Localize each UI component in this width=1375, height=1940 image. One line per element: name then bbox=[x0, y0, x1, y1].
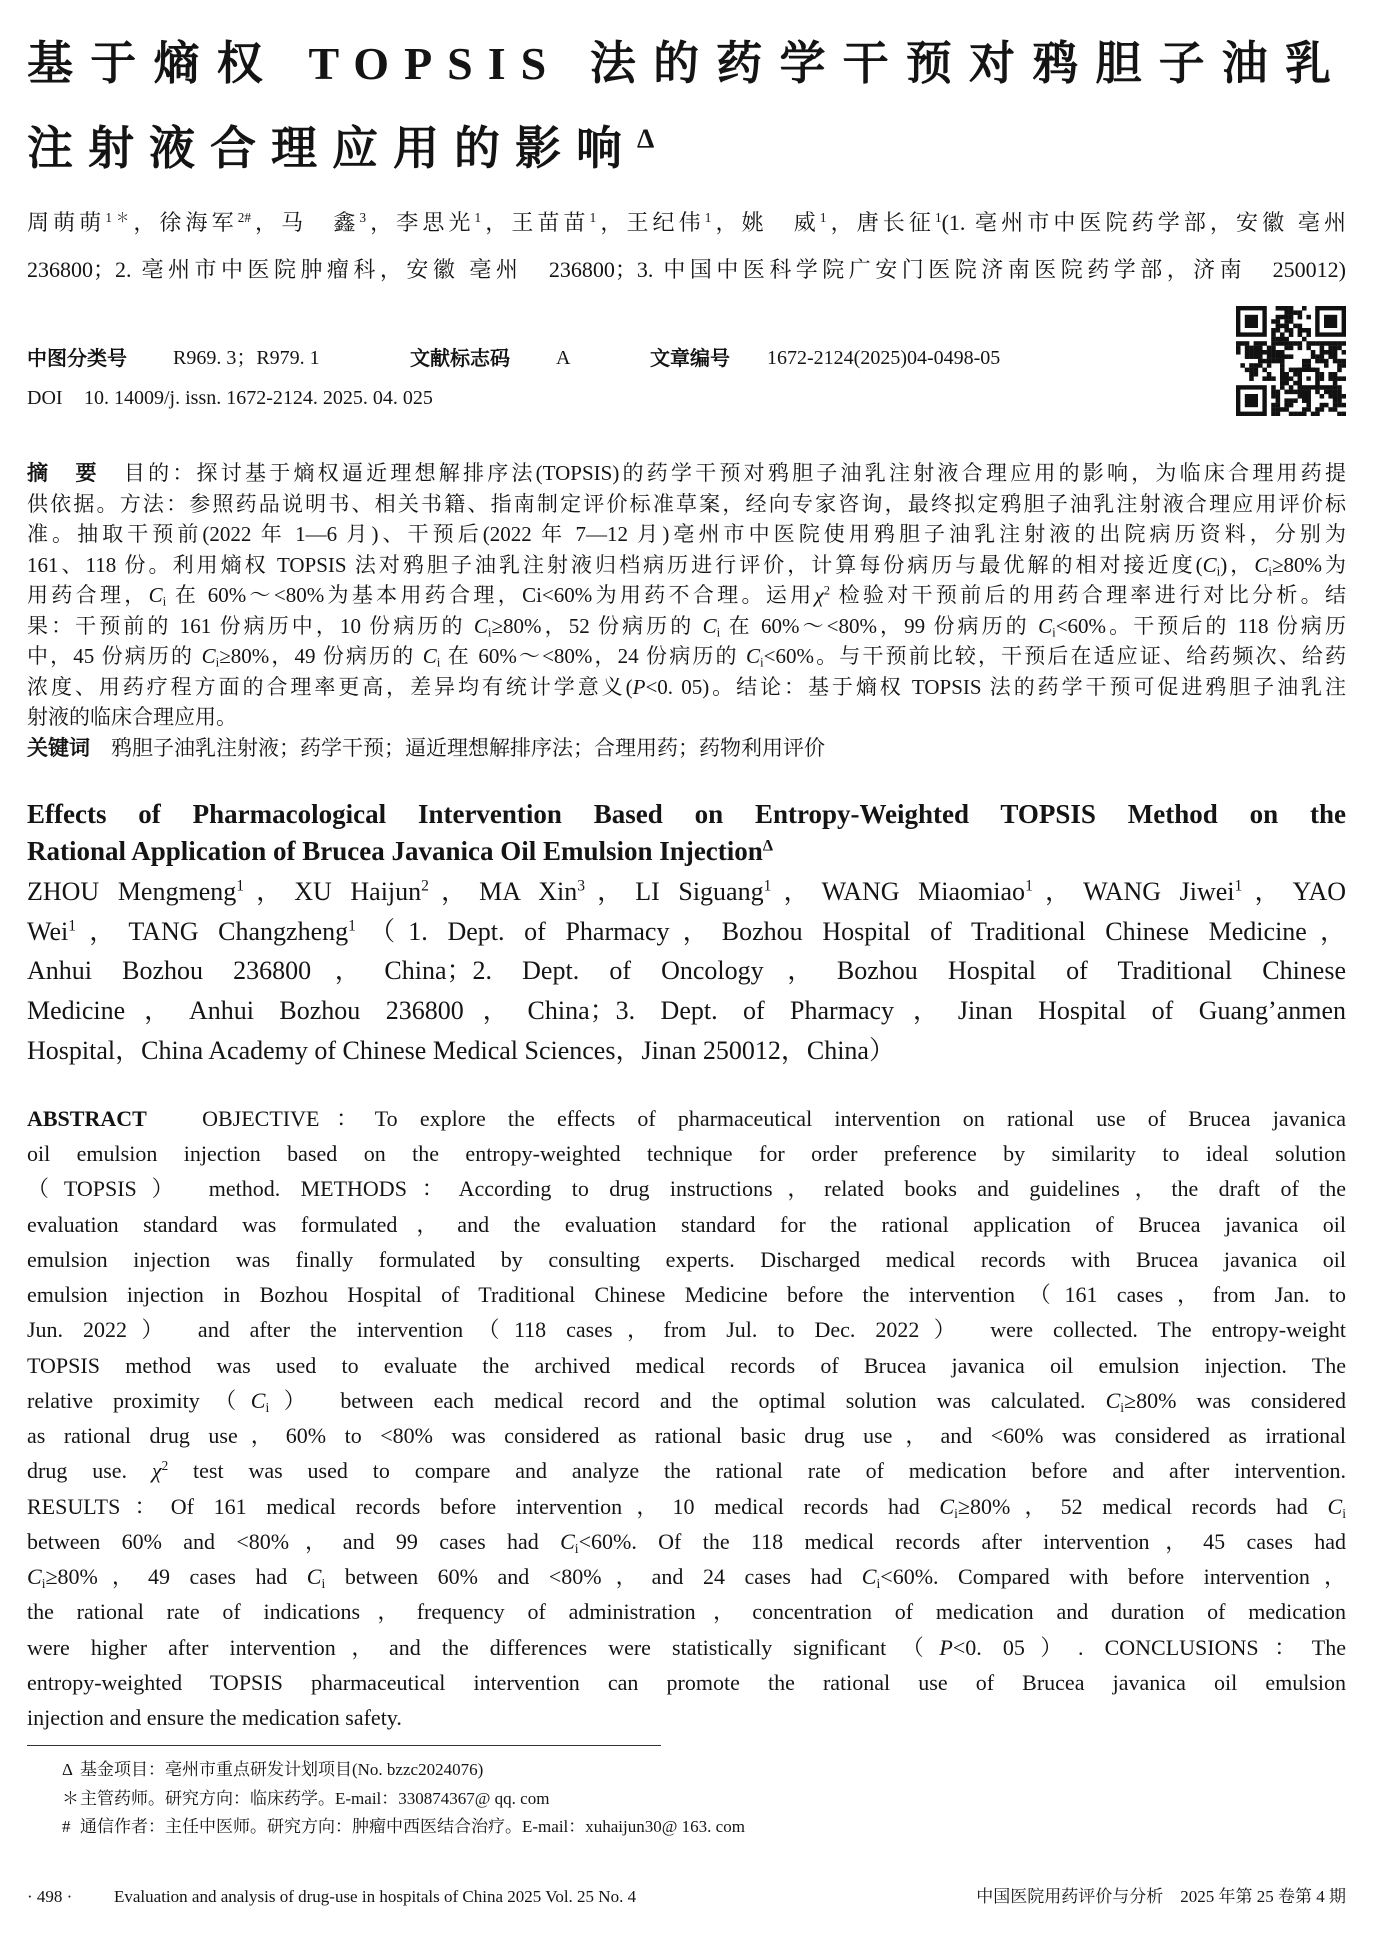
text-run: ≥80% was considered bbox=[1124, 1387, 1346, 1413]
superscript: 1 bbox=[236, 877, 245, 895]
text-line bbox=[27, 1489, 1346, 1524]
text-run: emulsion injection in Bozhou Hospital of Traditional Chinese Medicine before the intervention（161 cases，from Jan. to bbox=[27, 1282, 1346, 1308]
italic-symbol: C bbox=[306, 1564, 322, 1590]
text-run: relative proximity（ bbox=[27, 1387, 251, 1413]
text-run: 基于熵权 TOPSIS 法的药学干预对鸦胆子油乳 bbox=[27, 38, 1346, 89]
page-footer bbox=[27, 1885, 1346, 1909]
text-run: ，LI Siguang bbox=[585, 877, 764, 906]
text-line bbox=[27, 872, 1346, 912]
text-run: （TOPSIS） method. METHODS：According to drug instructions，related books and guidelines，the draft of the bbox=[27, 1176, 1346, 1202]
text-line bbox=[27, 550, 1346, 581]
text-line bbox=[27, 1171, 1346, 1206]
text-run: OBJECTIVE：To explore the effects of pharmaceutical intervention on rational use of Brucea javanica bbox=[146, 1106, 1346, 1131]
text-line bbox=[27, 672, 1346, 703]
superscript: 1 bbox=[934, 210, 942, 226]
text-run: TOPSIS method was used to evaluate the archived medical records of Brucea javanica oil emulsion injection. The bbox=[27, 1352, 1346, 1378]
subscript: i bbox=[1216, 563, 1221, 579]
text-run: Rational Application of Brucea Javanica Oil Emulsion Injection bbox=[27, 836, 763, 866]
text-line bbox=[27, 1383, 1346, 1418]
text-run: (1. 亳州市中医院药学部，安徽 亳州 bbox=[941, 210, 1346, 235]
subscript: i bbox=[1342, 1505, 1346, 1521]
text-line bbox=[27, 106, 1346, 191]
superscript: 1 bbox=[474, 210, 482, 226]
text-run: 目的：探讨基于熵权逼近理想解排序法(TOPSIS)的药学干预对鸦胆子油乳注射液合理应用的影响，为临床合理用药提 bbox=[99, 461, 1346, 485]
text-run: the rational rate of indications，frequency of administration，concentration of medication and duration of medication bbox=[27, 1599, 1346, 1625]
text-line bbox=[27, 833, 1346, 870]
italic-symbol: C bbox=[422, 644, 437, 668]
text-line bbox=[27, 1348, 1346, 1383]
text-run: ，WANG Miaomiao bbox=[771, 877, 1026, 906]
text-run: 供依据。方法：参照药品说明书、相关书籍、指南制定评价标准草案，经向专家咨询，最终拟定鸦胆子油乳注射液合理应用评价标 bbox=[27, 491, 1346, 516]
text-run: Effects of Pharmacological Intervention Based on Entropy-Weighted TOPSIS Method on the bbox=[27, 799, 1346, 829]
text-line bbox=[27, 641, 1346, 672]
bold-label: 关键词 bbox=[27, 736, 90, 760]
superscript: 1 bbox=[348, 917, 356, 935]
text-run: ≥80%，49 份病历的 bbox=[219, 644, 423, 668]
subscript: i bbox=[1120, 1399, 1125, 1415]
footnote-corresponding-author bbox=[62, 1813, 1262, 1842]
text-run: ，XU Haijun bbox=[244, 877, 422, 906]
italic-symbol: C bbox=[1202, 552, 1217, 577]
article-no-label: 文章编号 bbox=[650, 346, 730, 370]
text-run: ，姚 威 bbox=[711, 210, 820, 235]
italic-symbol: C bbox=[1327, 1493, 1343, 1519]
text-run: evaluation standard was formulated，and the evaluation standard for the rational application of Brucea javanica oil bbox=[27, 1211, 1346, 1237]
footnote-text: 主管药师。研究方向：临床药学。E-mail：330874367@ qq. com bbox=[80, 1788, 550, 1808]
text-run: 中，45 份病历的 bbox=[27, 644, 202, 668]
text-line bbox=[27, 733, 1346, 764]
journal-citation-zh: 中国医院用药评价与分析 2025 年第 25 卷第 4 期 bbox=[976, 1887, 1346, 1906]
abstract-zh bbox=[27, 458, 1346, 733]
superscript: 1 bbox=[589, 210, 597, 226]
authors-affiliations-zh bbox=[27, 199, 1346, 293]
classification-row bbox=[27, 338, 1207, 378]
text-run: injection and ensure the medication safety. bbox=[27, 1704, 402, 1730]
text-run: 准。抽取干预前(2022 年 1—6 月)、干预后(2022 年 7—12 月)亳州市中医院使用鸦胆子油乳注射液的出院病历资料，分别为 bbox=[27, 522, 1346, 546]
text-run: <60%. Of the 118 medical records after intervention，45 cases had bbox=[578, 1528, 1346, 1554]
subscript: i bbox=[41, 1575, 46, 1591]
text-line bbox=[27, 611, 1346, 642]
superscript: 1 bbox=[1234, 877, 1243, 895]
text-line bbox=[27, 1136, 1346, 1171]
subscript: i bbox=[876, 1575, 881, 1591]
superscript: 2 bbox=[421, 877, 429, 895]
subscript: i bbox=[487, 624, 492, 640]
text-run: <60%. Compared with before intervention， bbox=[880, 1564, 1346, 1590]
footnote-fund bbox=[62, 1756, 1262, 1785]
bold-label: 摘 要 bbox=[27, 461, 100, 485]
footnote-mark: Δ bbox=[62, 1760, 73, 1779]
text-line bbox=[27, 951, 1346, 991]
superscript: 1 bbox=[68, 917, 77, 935]
keywords-zh bbox=[27, 733, 1346, 764]
text-run: Hospital，China Academy of Chinese Medical Sciences，Jinan 250012，China） bbox=[27, 1035, 895, 1065]
clc-value: R969. 3；R979. 1 bbox=[173, 347, 320, 369]
text-line bbox=[27, 1101, 1346, 1136]
text-run: 浓度、用药疗程方面的合理率更高，差异均有统计学意义( bbox=[27, 674, 633, 699]
text-line bbox=[27, 1242, 1346, 1277]
doi-label: DOI bbox=[27, 387, 63, 409]
superscript: 1 bbox=[1025, 877, 1033, 895]
superscript: 1 bbox=[819, 210, 827, 226]
text-run: emulsion injection was finally formulated by consulting experts. Discharged medical records with Brucea javanica oil bbox=[27, 1246, 1346, 1272]
footnote-mark: ＊ bbox=[62, 1788, 79, 1808]
italic-symbol: C bbox=[250, 1387, 266, 1413]
text-run: ，WANG Jiwei bbox=[1032, 877, 1235, 906]
journal-citation-en: Evaluation and analysis of drug-use in hospitals of China 2025 Vol. 25 No. 4 bbox=[114, 1887, 637, 1906]
abstract-en bbox=[27, 1101, 1346, 1735]
footnote-first-author bbox=[62, 1785, 1262, 1814]
subscript: i bbox=[574, 1540, 579, 1556]
italic-symbol: C bbox=[745, 644, 760, 668]
text-line bbox=[27, 1665, 1346, 1700]
text-line bbox=[27, 912, 1346, 952]
subscript: i bbox=[716, 624, 721, 640]
article-title-en bbox=[27, 796, 1346, 870]
subscript: i bbox=[954, 1505, 958, 1521]
text-run: between 60% and <80%，and 24 cases had bbox=[325, 1564, 862, 1590]
italic-symbol: C bbox=[27, 1564, 42, 1590]
superscript: 2# bbox=[237, 210, 251, 226]
superscript: 3 bbox=[577, 877, 586, 895]
text-run: 在 60%～<80%，99 份病历的 bbox=[720, 613, 1039, 638]
italic-symbol: C bbox=[560, 1528, 575, 1554]
text-run: <60%。与干预前比较，干预后在适应证、给药频次、给药 bbox=[763, 644, 1346, 668]
authors-affiliations-en bbox=[27, 872, 1346, 1071]
text-run: 果：干预前的 161 份病历中，10 份病历的 bbox=[27, 613, 474, 638]
italic-symbol: χ bbox=[151, 1458, 162, 1484]
text-run: drug use. bbox=[27, 1458, 152, 1484]
italic-symbol: C bbox=[1254, 552, 1269, 577]
subscript: i bbox=[321, 1575, 326, 1591]
footnote-text: 通信作者：主任中医师。研究方向：肿瘤中西医结合治疗。E-mail：xuhaijun30@ 163. com bbox=[80, 1817, 745, 1836]
text-run: Jun. 2022） and after the intervention（118 cases，from Jul. to Dec. 2022） were collected. The entropy-weight bbox=[27, 1317, 1346, 1343]
text-run: ZHOU Mengmeng bbox=[27, 877, 237, 906]
italic-symbol: χ bbox=[814, 583, 824, 607]
text-line bbox=[27, 1559, 1346, 1594]
text-run: Anhui Bozhou 236800，China；2. Dept. of Oncology，Bozhou Hospital of Traditional Chinese bbox=[27, 956, 1346, 986]
text-run: between 60% and <80%，and 99 cases had bbox=[27, 1528, 561, 1554]
text-run: 注射液合理应用的影响 bbox=[27, 123, 637, 174]
superscript: 1＊ bbox=[105, 210, 134, 226]
text-run: ≥80%为 bbox=[1271, 552, 1346, 577]
text-line bbox=[27, 580, 1346, 611]
text-run: 射液的临床合理应用。 bbox=[27, 705, 237, 729]
text-line bbox=[27, 1207, 1346, 1242]
superscript: Δ bbox=[762, 836, 773, 855]
text-line bbox=[27, 1312, 1346, 1347]
doi-value: 10. 14009/j. issn. 1672-2124. 2025. 04. 025 bbox=[84, 387, 433, 409]
italic-symbol: C bbox=[1105, 1387, 1121, 1413]
text-line bbox=[27, 1700, 1346, 1735]
italic-symbol: C bbox=[939, 1493, 955, 1519]
text-run: ，MA Xin bbox=[428, 877, 578, 906]
subscript: i bbox=[215, 654, 220, 670]
text-line bbox=[27, 489, 1346, 520]
text-run: ） between each medical record and the optimal solution was calculated. bbox=[269, 1387, 1106, 1413]
italic-symbol: C bbox=[201, 644, 216, 668]
text-line bbox=[27, 519, 1346, 550]
text-run: )， bbox=[1220, 552, 1255, 577]
text-run: ≥80%，52 medical records had bbox=[957, 1493, 1328, 1519]
superscript: 3 bbox=[359, 210, 367, 226]
text-run: <60%。干预后的 118 份病历 bbox=[1055, 613, 1346, 638]
text-run: <0. 05)。结论：基于熵权 TOPSIS 法的药学干预可促进鸦胆子油乳注 bbox=[645, 674, 1346, 699]
doi-row bbox=[27, 378, 927, 418]
footnote-mark: # bbox=[62, 1817, 71, 1836]
text-line bbox=[27, 1630, 1346, 1665]
text-run: 用药合理， bbox=[27, 583, 149, 607]
text-run: （1. Dept. of Pharmacy，Bozhou Hospital of Traditional Chinese Medicine， bbox=[355, 916, 1347, 946]
text-line bbox=[27, 1594, 1346, 1629]
page-number: · 498 · bbox=[27, 1887, 73, 1906]
text-line bbox=[27, 1524, 1346, 1559]
text-run: entropy-weighted TOPSIS pharmaceutical intervention can promote the rational use of Brucea javanica oil emulsion bbox=[27, 1669, 1346, 1695]
text-run: Medicine，Anhui Bozhou 236800，China；3. Dept. of Pharmacy，Jinan Hospital of Guang’anmen bbox=[27, 996, 1346, 1026]
text-run: oil emulsion injection based on the entropy-weighted technique for order preference by similarity to ideal solution bbox=[27, 1141, 1346, 1167]
text-run: 在 60%～<80%为基本用药合理，Ci<60%为用药不合理。运用 bbox=[166, 583, 815, 607]
doc-code-value: A bbox=[556, 347, 571, 369]
italic-symbol: C bbox=[148, 583, 163, 607]
italic-symbol: C bbox=[473, 613, 488, 638]
italic-symbol: C bbox=[1038, 613, 1053, 638]
text-run: ，王纪伟 bbox=[596, 210, 705, 235]
text-line bbox=[27, 1277, 1346, 1312]
footnote-text: 基金项目：亳州市重点研发计划项目(No. bzzc2024076) bbox=[80, 1760, 484, 1779]
doc-code-label: 文献标志码 bbox=[410, 346, 510, 370]
text-line bbox=[27, 458, 1346, 489]
text-line bbox=[27, 199, 1346, 246]
text-run: RESULTS：Of 161 medical records before intervention，10 medical records had bbox=[27, 1493, 940, 1519]
text-run: ，李思光 bbox=[366, 210, 475, 235]
text-run: 236800；2. 亳州市中医院肿瘤科，安徽 亳州 236800；3. 中国中医科学院广安门医院济南医院药学部，济南 250012) bbox=[27, 257, 1346, 282]
text-line bbox=[27, 1031, 1346, 1071]
text-run: ，YAO bbox=[1242, 877, 1346, 906]
italic-symbol: C bbox=[861, 1564, 877, 1590]
subscript: i bbox=[1052, 624, 1056, 640]
text-line bbox=[27, 702, 1346, 733]
text-run: test was used to compare and analyze the rational rate of medication before and after intervention. bbox=[168, 1458, 1346, 1484]
superscript: 2 bbox=[823, 583, 831, 598]
subscript: i bbox=[162, 593, 167, 609]
italic-symbol: P bbox=[632, 674, 646, 699]
text-run: 鸦胆子油乳注射液；药学干预；逼近理想解排序法；合理用药；药物利用评价 bbox=[90, 736, 825, 760]
clc-label: 中图分类号 bbox=[27, 346, 127, 370]
text-run: ≥80%，52 份病历的 bbox=[491, 613, 703, 638]
subscript: i bbox=[759, 654, 764, 670]
text-run: 检验对干预前后的用药合理率进行对比分析。结 bbox=[830, 583, 1347, 607]
subscript: i bbox=[1268, 563, 1272, 579]
text-run: 161、118 份。利用熵权 TOPSIS 法对鸦胆子油乳注射液归档病历进行评价，计算每份病历与最优解的相对接近度( bbox=[27, 552, 1203, 577]
text-run: ，王苗苗 bbox=[481, 210, 590, 235]
text-run: ≥80%，49 cases had bbox=[45, 1564, 307, 1590]
qr-code bbox=[1236, 306, 1346, 416]
bold-label: ABSTRACT bbox=[27, 1106, 147, 1131]
text-run: as rational drug use，60% to <80% was considered as rational basic drug use，and <60% was considered as irrational bbox=[27, 1423, 1346, 1449]
text-line bbox=[27, 796, 1346, 833]
italic-symbol: C bbox=[702, 613, 717, 638]
superscript: 1 bbox=[704, 210, 712, 226]
text-run: were higher after intervention，and the differences were statistically significant（ bbox=[27, 1634, 940, 1660]
text-line bbox=[27, 21, 1346, 106]
text-run: ，TANG Changzheng bbox=[76, 916, 349, 946]
text-run: 周萌萌 bbox=[27, 210, 106, 235]
text-line bbox=[27, 246, 1346, 293]
text-run: <0. 05）. CONCLUSIONS：The bbox=[952, 1634, 1346, 1660]
text-line bbox=[27, 1453, 1346, 1488]
text-line bbox=[27, 1418, 1346, 1453]
subscript: i bbox=[436, 654, 441, 670]
text-run: ，马 鑫 bbox=[250, 210, 360, 235]
subscript: i bbox=[265, 1399, 270, 1415]
footnote-divider bbox=[27, 1745, 661, 1746]
text-run: 在 60%～<80%，24 份病历的 bbox=[440, 644, 746, 668]
text-run: Wei bbox=[27, 916, 69, 946]
superscript: 1 bbox=[763, 877, 772, 895]
superscript: 2 bbox=[161, 1458, 169, 1474]
text-run: ，唐长征 bbox=[826, 210, 935, 235]
footnotes bbox=[62, 1756, 1262, 1842]
article-title-zh bbox=[27, 21, 1346, 191]
text-line bbox=[27, 991, 1346, 1031]
article-no-value: 1672-2124(2025)04-0498-05 bbox=[767, 347, 1001, 369]
superscript: Δ bbox=[637, 122, 670, 154]
italic-symbol: P bbox=[939, 1634, 953, 1660]
text-run: ，徐海军 bbox=[133, 210, 238, 235]
